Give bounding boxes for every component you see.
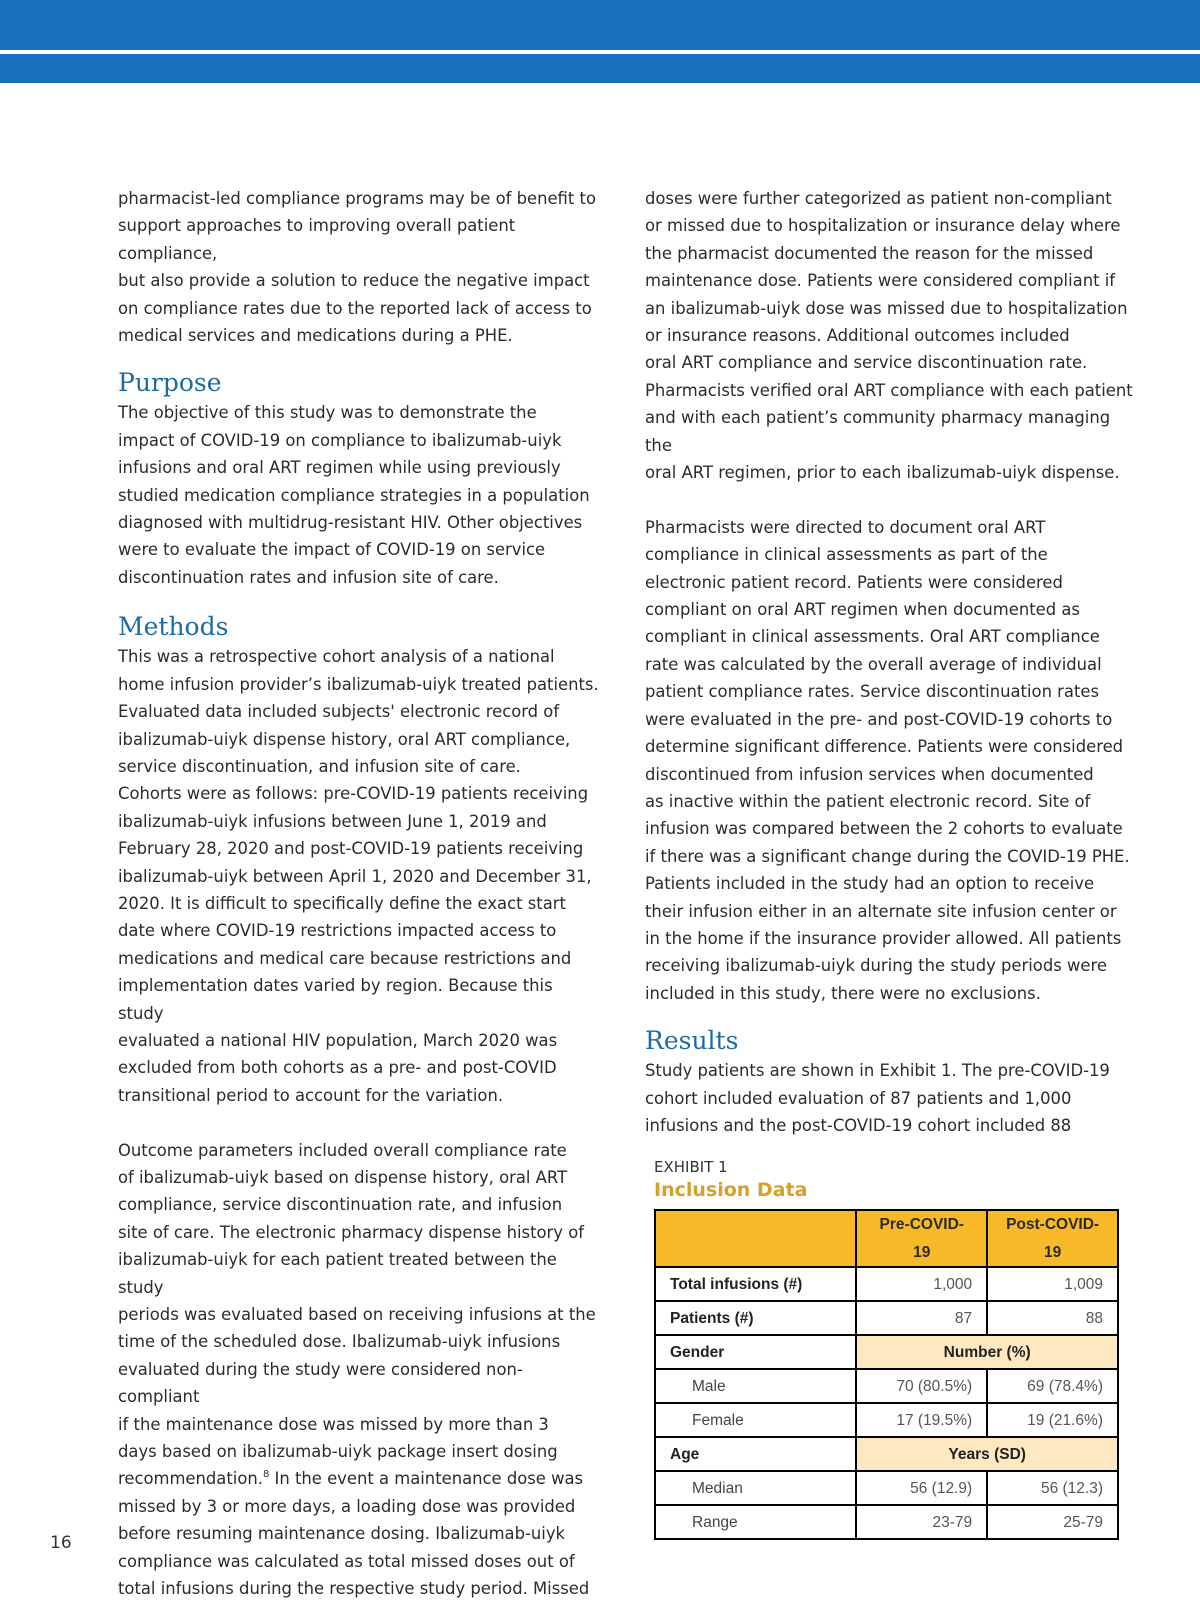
table-row <box>655 1301 1118 1335</box>
table-row <box>655 1437 1118 1471</box>
exhibit-title: Inclusion Data <box>654 1179 808 1202</box>
right-column <box>645 185 1135 1540</box>
table-row <box>655 1471 1118 1505</box>
oral-art-paragraph: Pharmacists were directed to document oral ART compliance in clinical assessments as part of the electronic patient record. Patients were considered compliant on oral ART regimen when documented as compliant in clinical assessments. Oral ART compliance rate was calculated by the overall average of individual patient compliance rates. Service discontinuation rates were evaluated in the pre- and post-COVID-19 cohorts to determine significant difference. Patients were considered discontinued from infusion services when documented as inactive within the patient electronic record. Site of infusion was compared between the 2 cohorts to evaluate if there was a significant change during the COVID-19 PHE. Patients included in the study had an option to receive their infusion either in an alternate site infusion center or in the home if the insurance provider allowed. All patients receiving ibalizumab-uiyk during the study periods were included in this study, there were no exclusions. <box>645 517 1130 1003</box>
row-label: Patients (#) <box>655 1301 856 1335</box>
cell-pre: 56 (12.9) <box>856 1471 987 1505</box>
outcome-paragraph <box>118 1137 602 1603</box>
row-label: Gender <box>655 1335 856 1369</box>
left-column <box>118 185 602 1602</box>
cell-pre: 17 (19.5%) <box>856 1403 987 1437</box>
cell-span: Number (%) <box>856 1335 1118 1369</box>
outcome-text-b: In the event a maintenance dose was missed by 3 or more days, a loading dose was provided before resuming maintenance dosing. Ibalizumab-uiyk compliance was calculated as total missed doses out of total infusions during the respective study period. Missed <box>118 1469 590 1599</box>
outcome-text-a: Outcome parameters included overall compliance rate of ibalizumab-uiyk based on dispense history, oral ART compliance, service discontinuation rate, and infusion site of care. The electronic pharmacy dispense history of ibalizumab-uiyk for each patient treated between the study periods was evaluated based on receiving infusions at the time of the scheduled dose. Ibalizumab-uiyk infusions evaluated during the study were considered non-compliant if the maintenance dose was missed by more than 3 days based on ibalizumab-uiyk package insert dosing recommendation. <box>118 1140 596 1489</box>
cell-span: Years (SD) <box>856 1437 1118 1471</box>
cell-pre: 23-79 <box>856 1505 987 1539</box>
page-number: 16 <box>50 1533 72 1553</box>
row-label: Total infusions (#) <box>655 1267 856 1301</box>
cell-post: 88 <box>987 1301 1118 1335</box>
table-row <box>655 1369 1118 1403</box>
purpose-paragraph: The objective of this study was to demonstrate the impact of COVID-19 on compliance to ibalizumab-uiyk infusions and oral ART regimen while using previously studied medication compliance strategies in a population diagnosed with multidrug-resistant HIV. Other objectives were to evaluate the impact of COVID-19 on service discontinuation rates and infusion site of care. <box>118 403 590 587</box>
row-label: Range <box>655 1505 856 1539</box>
cell-post: 69 (78.4%) <box>987 1369 1118 1403</box>
reference-8: 8 <box>262 1469 270 1481</box>
missed-doses-paragraph: doses were further categorized as patient non-compliant or missed due to hospitalization or insurance delay where the pharmacist documented the reason for the missed maintenance dose. Patients were considered compliant if an ibalizumab-uiyk dose was missed due to hospitalization or insurance reasons. Additional outcomes included oral ART compliance and service discontinuation rate. Pharmacists verified oral ART compliance with each patient and with each patient’s community pharmacy managing the oral ART regimen, prior to each ibalizumab-uiyk dispense. <box>645 189 1133 483</box>
methods-heading: Methods <box>118 612 229 642</box>
table-row <box>655 1403 1118 1437</box>
cell-post: 56 (12.3) <box>987 1471 1118 1505</box>
row-label: Female <box>655 1403 856 1437</box>
cell-pre: 87 <box>856 1301 987 1335</box>
intro-paragraph: pharmacist-led compliance programs may be of benefit to support approaches to improving overall patient compliance, but also provide a solution to reduce the negative impact on compliance rates due to the reported lack of access to medical services and medications during a PHE. <box>118 189 596 346</box>
methods-paragraph: This was a retrospective cohort analysis of a national home infusion provider’s ibalizumab-uiyk treated patients. Evaluated data included subjects' electronic record of ibalizumab-uiyk dispense history, oral ART compliance, service discontinuation, and infusion site of care. Cohorts were as follows: pre-COVID-19 patients receiving ibalizumab-uiyk infusions between June 1, 2019 and February 28, 2020 and post-COVID-19 patients receiving ibalizumab-uiyk between April 1, 2020 and December 31, 2020. It is difficult to specifically define the exact start date where COVID-19 restrictions impacted access to medications and medical care because restrictions and implementation dates varied by region. Because this study evaluated a national HIV population, March 2020 was excluded from both cohorts as a pre- and post-COVID transitional period to account for the variation. <box>118 647 599 1105</box>
results-heading: Results <box>645 1026 739 1056</box>
inclusion-data-table <box>654 1209 1119 1540</box>
cell-pre: 70 (80.5%) <box>856 1369 987 1403</box>
table-header-row <box>655 1210 1118 1267</box>
exhibit-1 <box>654 1157 1135 1540</box>
row-label: Median <box>655 1471 856 1505</box>
header-band-lower <box>0 54 1200 83</box>
purpose-heading: Purpose <box>118 368 222 398</box>
header-blank-cell <box>655 1210 856 1267</box>
cell-pre: 1,000 <box>856 1267 987 1301</box>
header-post-covid: Post-COVID-19 <box>987 1210 1118 1267</box>
table-row <box>655 1505 1118 1539</box>
row-label: Male <box>655 1369 856 1403</box>
cell-post: 25-79 <box>987 1505 1118 1539</box>
header-pre-covid: Pre-COVID-19 <box>856 1210 987 1267</box>
cell-post: 19 (21.6%) <box>987 1403 1118 1437</box>
results-paragraph: Study patients are shown in Exhibit 1. The pre-COVID-19 cohort included evaluation of 87 patients and 1,000 infusions and the post-COVID-19 cohort included 88 <box>645 1061 1110 1135</box>
row-label: Age <box>655 1437 856 1471</box>
table-row <box>655 1267 1118 1301</box>
header-band <box>0 0 1200 50</box>
exhibit-label: EXHIBIT 1 <box>654 1158 728 1177</box>
cell-post: 1,009 <box>987 1267 1118 1301</box>
table-row <box>655 1335 1118 1369</box>
